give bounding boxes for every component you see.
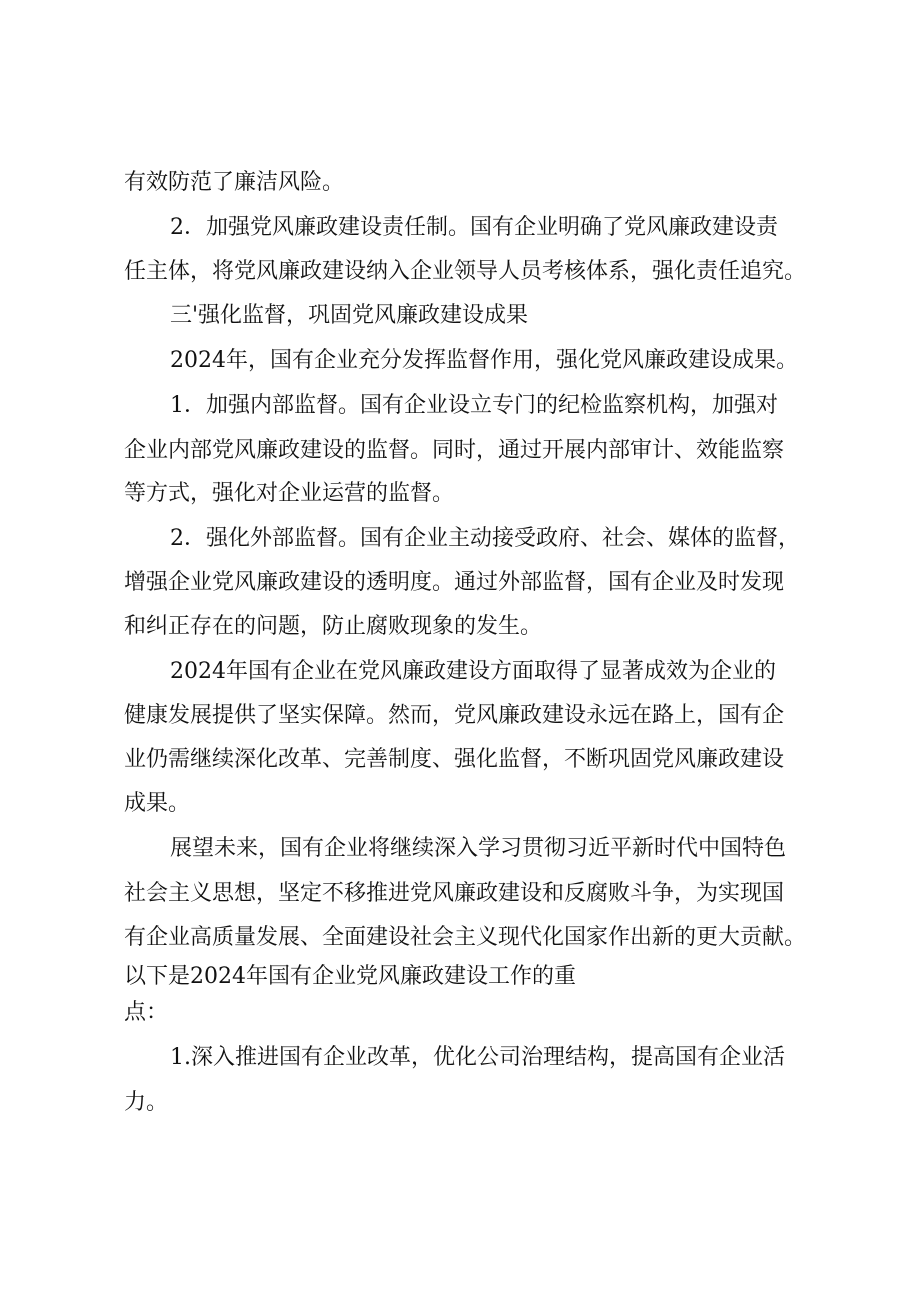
text-line: 1．加强内部监督。国有企业设立专门的纪检监察机构，加强对 [170,393,778,418]
text-line: 等方式，强化对企业运营的监督。 [124,481,455,506]
section-heading: 三'强化监督，巩固党风廉政建设成果 [170,303,529,328]
text-line: 有企业高质量发展、全面建设社会主义现代化国家作出新的更大贡献。 [124,925,807,950]
text-line: 成果。 [124,791,191,816]
text-line: 企业内部党风廉政建设的监督。同时，通过开展内部审计、效能监察 [124,438,785,463]
text-line: 2．强化外部监督。国有企业主动接受政府、社会、媒体的监督， [170,526,800,551]
text-line: 有效防范了廉洁风险。 [124,170,345,195]
text-line: 和纠正存在的问题，防止腐败现象的发生。 [124,614,543,639]
text-line: 2024年国有企业在党风廉政建设方面取得了显著成效为企业的 [170,659,776,684]
text-line: 点： [124,1000,169,1025]
text-line: 力。 [124,1090,169,1115]
text-line: 2．加强党风廉政建设责任制。国有企业明确了党风廉政建设责 [170,215,778,240]
text-line: 业仍需继续深化改革、完善制度、强化监督，不断巩固党风廉政建设 [124,747,785,772]
text-line: 以下是2024年国有企业党风廉政建设工作的重 [124,964,576,989]
text-line: 展望未来，国有企业将继续深入学习贯彻习近平新时代中国特色 [170,836,787,861]
text-line: 任主体，将党风廉政建设纳入企业领导人员考核体系，强化责任追究。 [124,259,807,284]
text-line: 2024年，国有企业充分发挥监督作用，强化党风廉政建设成果。 [170,348,798,373]
text-line: 增强企业党风廉政建设的透明度。通过外部监督，国有企业及时发现 [124,570,785,595]
text-line: 社会主义思想，坚定不移推进党风廉政建设和反腐败斗争，为实现国 [124,881,785,906]
text-line: 1.深入推进国有企业改革，优化公司治理结构，提高国有企业活 [170,1045,785,1070]
text-line: 健康发展提供了坚实保障。然而，党风廉政建设永远在路上，国有企 [124,703,785,728]
